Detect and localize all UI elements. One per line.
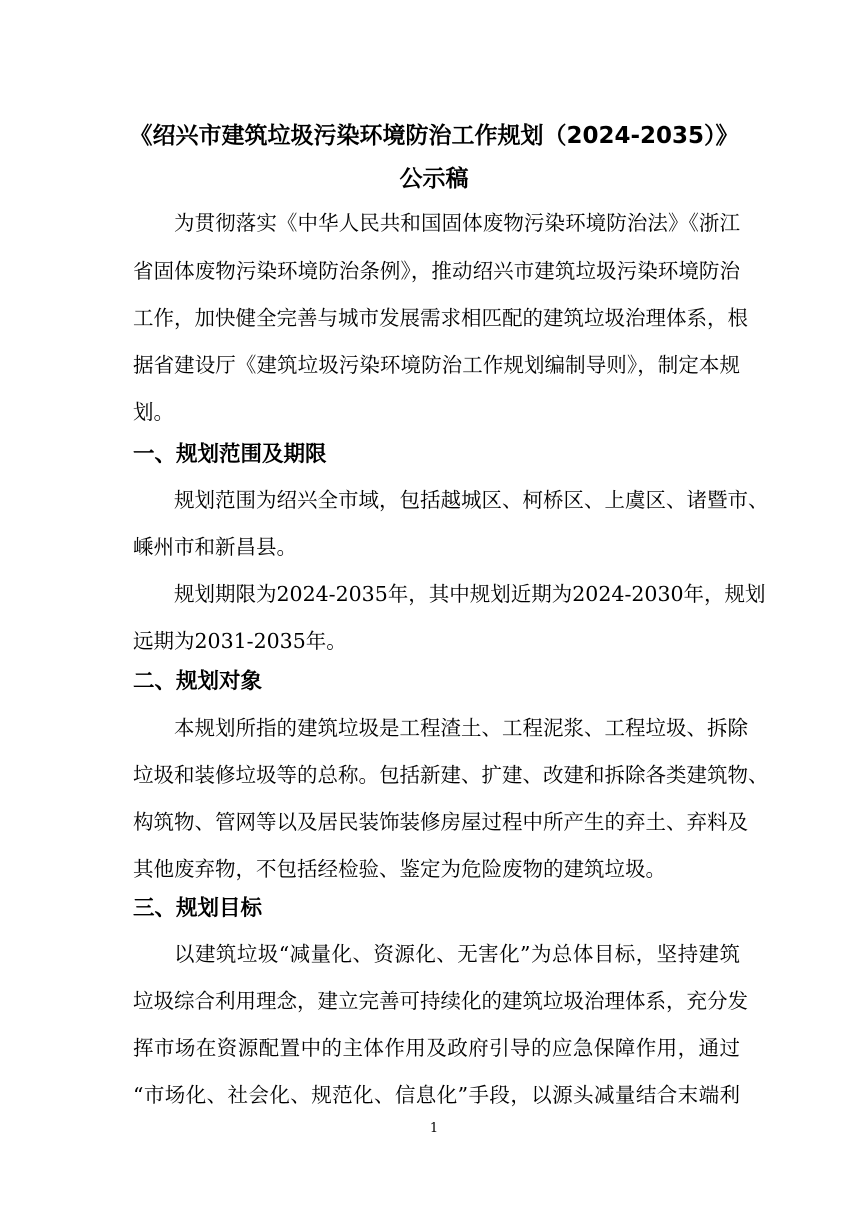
document-title: 《绍兴市建筑垃圾污染环境防治工作规划（2024-2035）》 bbox=[129, 123, 739, 149]
paragraph-line: 垃圾和装修垃圾等的总称。包括新建、扩建、改建和拆除各类建筑物、 bbox=[133, 763, 769, 787]
paragraph-line: 嵊州市和新昌县。 bbox=[133, 535, 297, 559]
intro-line: 据省建设厅《建筑垃圾污染环境防治工作规划编制导则》，制定本规 bbox=[133, 353, 740, 377]
section-heading-object: 二、规划对象 bbox=[133, 669, 263, 694]
intro-line: 划。 bbox=[133, 400, 174, 424]
paragraph-line: “市场化、社会化、规范化、信息化”手段，以源头减量结合末端利 bbox=[133, 1083, 740, 1107]
paragraph-line: 以建筑垃圾“减量化、资源化、无害化”为总体目标，坚持建筑 bbox=[174, 942, 740, 966]
paragraph-line: 挥市场在资源配置中的主体作用及政府引导的应急保障作用，通过 bbox=[133, 1036, 740, 1060]
section-heading-goal: 三、规划目标 bbox=[133, 896, 263, 921]
intro-line: 工作，加快健全完善与城市发展需求相匹配的建筑垃圾治理体系，根 bbox=[133, 306, 748, 330]
paragraph-line: 垃圾综合利用理念，建立完善可持续化的建筑垃圾治理体系，充分发 bbox=[133, 989, 748, 1013]
paragraph-line: 其他废弃物，不包括经检验、鉴定为危险废物的建筑垃圾。 bbox=[133, 857, 666, 881]
paragraph-line: 远期为2031-2035年。 bbox=[133, 629, 347, 653]
paragraph-line: 规划期限为2024-2035年，其中规划近期为2024-2030年，规划 bbox=[174, 582, 766, 606]
paragraph-line: 构筑物、管网等以及居民装饰装修房屋过程中所产生的弃土、弃料及 bbox=[133, 810, 748, 834]
paragraph-line: 本规划所指的建筑垃圾是工程渣土、工程泥浆、工程垃圾、拆除 bbox=[174, 716, 748, 740]
intro-line: 为贯彻落实《中华人民共和国固体废物污染环境防治法》《浙江 bbox=[174, 211, 740, 235]
paragraph-line: 规划范围为绍兴全市域，包括越城区、柯桥区、上虞区、诸暨市、 bbox=[174, 488, 769, 512]
intro-line: 省固体废物污染环境防治条例》，推动绍兴市建筑垃圾污染环境防治 bbox=[133, 259, 740, 283]
section-heading-scope: 一、规划范围及期限 bbox=[133, 442, 327, 467]
document-subtitle: 公示稿 bbox=[399, 166, 469, 192]
page-number: 1 bbox=[429, 1121, 439, 1136]
